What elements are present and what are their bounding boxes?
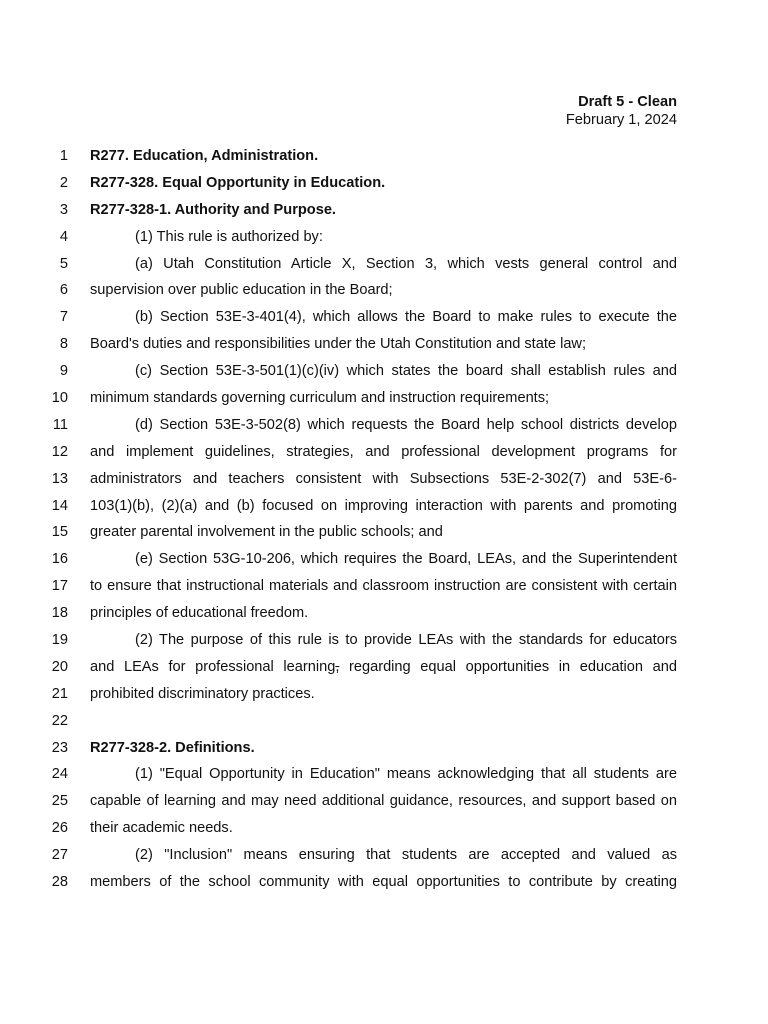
section-heading: R277-328. Equal Opportunity in Education.	[90, 174, 386, 191]
line-number: 19	[51, 632, 68, 649]
numbered-line	[0, 197, 768, 224]
numbered-line	[0, 224, 768, 251]
numbered-line	[0, 385, 768, 412]
line-text: principles of educational freedom.	[90, 605, 309, 622]
line-text: greater parental involvement in the public schools; and	[90, 524, 443, 541]
document-body	[0, 143, 768, 896]
line-text: (2) "Inclusion" means ensuring that students are accepted and valued as	[135, 847, 677, 864]
numbered-line	[0, 573, 768, 600]
line-number: 17	[51, 578, 68, 595]
numbered-line	[0, 600, 768, 627]
numbered-line	[0, 466, 768, 493]
line-number: 3	[59, 201, 68, 218]
line-number: 8	[59, 336, 68, 353]
line-number: 1	[59, 148, 68, 164]
draft-status: Draft 5 - Clean	[578, 94, 677, 110]
line-number: 5	[59, 255, 68, 272]
line-number: 2	[59, 174, 68, 191]
numbered-line	[0, 654, 768, 681]
numbered-line	[0, 681, 768, 708]
numbered-line	[0, 251, 768, 278]
line-number: 14	[51, 497, 68, 514]
line-text: prohibited discriminatory practices.	[90, 685, 315, 702]
line-number: 4	[59, 228, 68, 245]
numbered-line	[0, 761, 768, 788]
line-text: minimum standards governing curriculum and instruction requirements;	[90, 390, 550, 407]
line-text: (c) Section 53E-3-501(1)(c)(iv) which states the board shall establish rules and	[135, 363, 677, 380]
deleted-text: ,	[335, 658, 340, 675]
numbered-line	[0, 493, 768, 520]
line-text: 103(1)(b), (2)(a) and (b) focused on improving interaction with parents and promoting	[90, 497, 677, 514]
numbered-line	[0, 788, 768, 815]
line-text: members of the school community with equal opportunities to contribute by creating	[90, 874, 677, 891]
line-text: their academic needs.	[90, 820, 233, 837]
numbered-line	[0, 331, 768, 358]
line-text: (a) Utah Constitution Article X, Section 3, which vests general control and	[135, 255, 677, 272]
numbered-line	[0, 277, 768, 304]
line-number: 25	[51, 793, 68, 810]
document-header	[566, 93, 677, 129]
line-number: 22	[51, 712, 68, 729]
numbered-line	[0, 358, 768, 385]
line-text: Board's duties and responsibilities under the Utah Constitution and state law;	[90, 336, 587, 353]
numbered-line	[0, 412, 768, 439]
line-number: 10	[51, 390, 68, 407]
line-number: 23	[51, 739, 68, 756]
numbered-line	[0, 627, 768, 654]
line-text: (1) "Equal Opportunity in Education" means acknowledging that all students are	[135, 766, 677, 783]
line-text: to ensure that instructional materials and classroom instruction are consistent with certain	[90, 578, 677, 595]
numbered-line	[0, 869, 768, 896]
numbered-line	[0, 519, 768, 546]
line-text: and LEAs for professional learning, regarding equal opportunities in education and	[90, 658, 677, 675]
line-number: 7	[59, 309, 68, 326]
numbered-line	[0, 304, 768, 331]
line-number: 15	[51, 524, 68, 541]
line-number: 16	[51, 551, 68, 568]
line-number: 6	[59, 282, 68, 299]
line-number: 28	[51, 874, 68, 891]
line-text: (b) Section 53E-3-401(4), which allows the Board to make rules to execute the	[135, 309, 677, 326]
line-number: 12	[51, 443, 68, 460]
line-text: and implement guidelines, strategies, and professional development programs for	[90, 443, 677, 460]
line-text: administrators and teachers consistent with Subsections 53E-2-302(7) and 53E-6-	[90, 470, 677, 487]
line-number: 9	[59, 363, 68, 380]
line-text: (1) This rule is authorized by:	[135, 228, 323, 245]
numbered-line	[0, 143, 768, 170]
line-text: (2) The purpose of this rule is to provide LEAs with the standards for educators	[135, 632, 677, 649]
document-date: February 1, 2024	[565, 112, 677, 128]
numbered-line	[0, 735, 768, 762]
line-text: supervision over public education in the Board;	[90, 282, 393, 299]
line-number: 11	[52, 416, 68, 433]
numbered-line	[0, 708, 768, 735]
numbered-line	[0, 842, 768, 869]
line-number: 24	[51, 766, 68, 783]
line-text: capable of learning and may need additional guidance, resources, and support based on	[90, 793, 677, 810]
section-heading: R277. Education, Administration.	[90, 148, 319, 164]
line-number: 13	[51, 470, 68, 487]
section-heading: R277-328-2. Definitions.	[90, 739, 255, 756]
line-number: 26	[51, 820, 68, 837]
line-number: 18	[51, 605, 68, 622]
line-number: 27	[51, 847, 68, 864]
numbered-line	[0, 815, 768, 842]
line-text: (d) Section 53E-3-502(8) which requests the Board help school districts develop	[135, 416, 677, 433]
line-number: 21	[51, 685, 68, 702]
numbered-line	[0, 170, 768, 197]
numbered-line	[0, 439, 768, 466]
line-text: (e) Section 53G-10-206, which requires the Board, LEAs, and the Superintendent	[135, 551, 677, 568]
section-heading: R277-328-1. Authority and Purpose.	[90, 201, 336, 218]
numbered-line	[0, 546, 768, 573]
line-number: 20	[51, 658, 68, 675]
